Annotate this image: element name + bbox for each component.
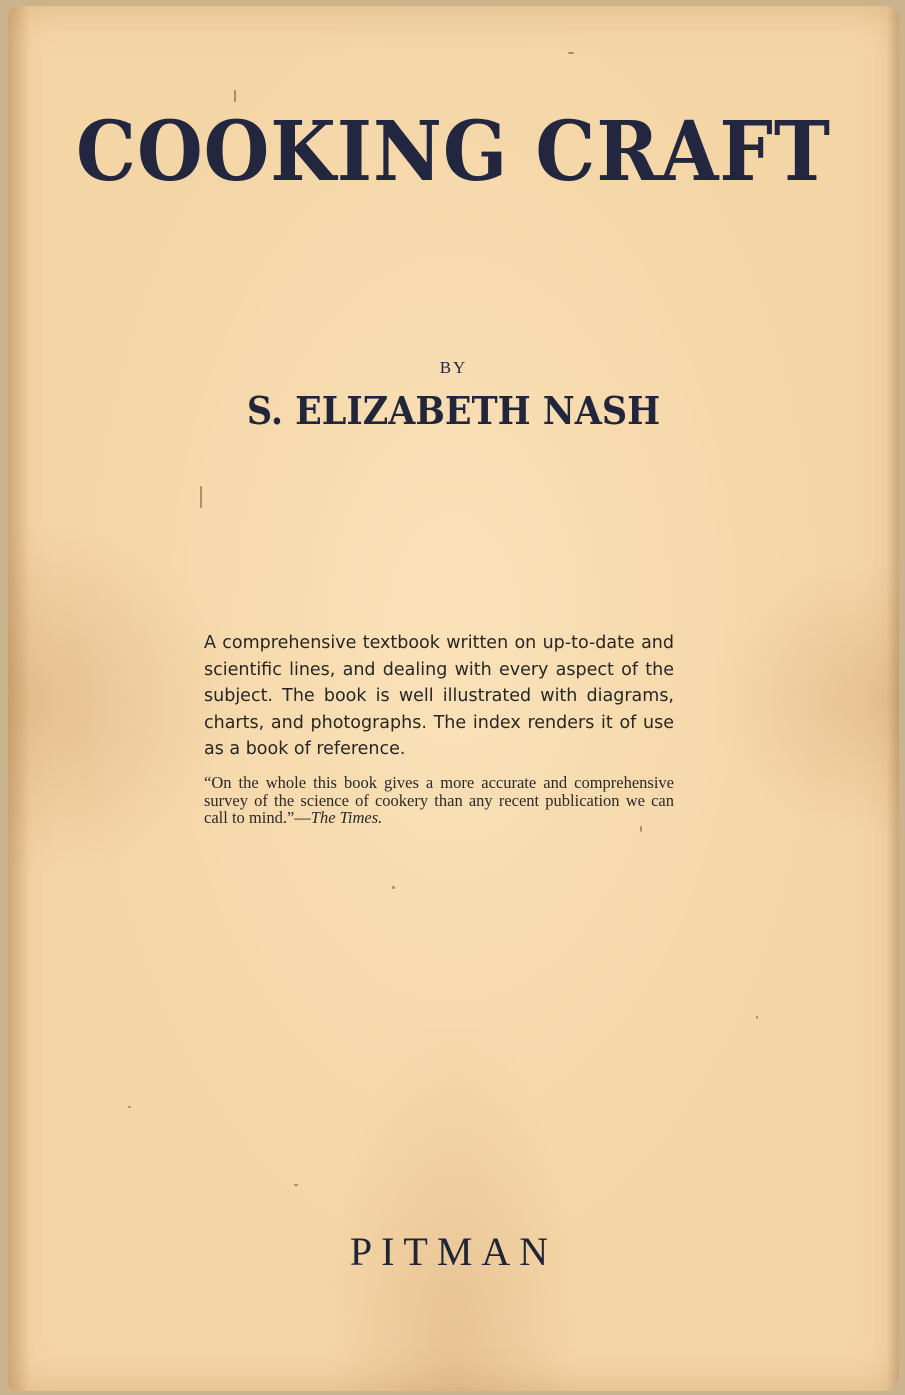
publisher-name: PITMAN xyxy=(349,1229,558,1274)
paper-speck xyxy=(200,486,202,508)
review-quote-text: “On the whole this book gives a more accurate and comprehensive survey of the science of cookery than any recent publication we can call to mind.”— xyxy=(204,773,674,827)
paper-speck xyxy=(234,90,236,102)
book-blurb: A comprehensive textbook written on up-to-date and scientific lines, and dealing with every aspect of the subject. The book is well illustrated with diagrams, charts, and photographs. The index renders it of use as a book of reference. xyxy=(204,633,674,759)
paper-speck xyxy=(756,1016,758,1019)
paper-speck xyxy=(568,52,574,54)
spine-shadow xyxy=(8,6,30,1391)
review-quote xyxy=(204,774,674,827)
edge-wear xyxy=(887,6,899,1391)
paper-speck xyxy=(640,826,642,832)
review-quote-source: The Times. xyxy=(310,808,383,827)
book-cover xyxy=(8,6,899,1391)
paper-speck xyxy=(294,1184,298,1186)
by-label: BY xyxy=(439,358,468,377)
paper-speck xyxy=(128,1106,131,1108)
author-name: S. ELIZABETH NASH xyxy=(246,388,661,433)
paper-speck xyxy=(392,886,395,889)
book-title: COOKING CRAFT xyxy=(76,104,831,200)
